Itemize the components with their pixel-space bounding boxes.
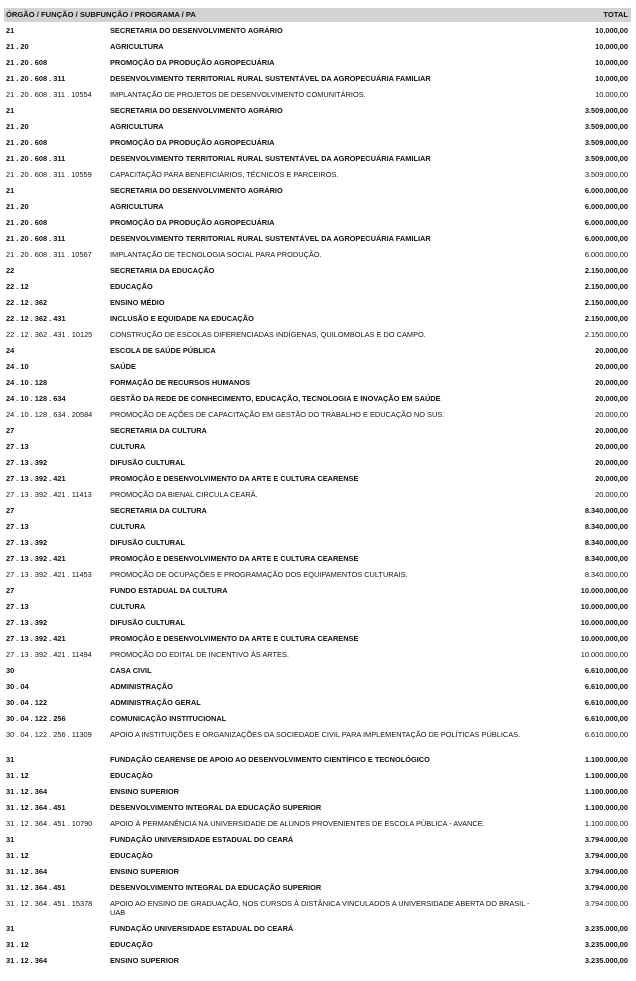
table-row [4,584,631,600]
table-row [4,504,631,520]
row-code: 27 . 13 [6,442,29,451]
row-code: 27 [6,506,15,515]
row-description: ESCOLA DE SAÚDE PÚBLICA [110,346,216,355]
table-row [4,264,631,280]
row-code: 27 [6,586,15,595]
header-code-label: ÓRGÃO / FUNÇÃO / SUBFUNÇÃO / PROGRAMA / PA [6,10,196,19]
row-code: 21 . 20 [6,202,29,211]
row-description: DIFUSÃO CULTURAL [110,458,185,467]
row-total: 1.100.000,00 [584,771,628,780]
row-description: AGRICULTURA [110,42,164,51]
table-row [4,769,631,785]
row-total: 3.509.000,00 [584,170,628,179]
table-row [4,954,631,970]
table-row [4,248,631,264]
table-row [4,520,631,536]
row-description: ENSINO SUPERIOR [110,787,179,796]
row-code: 21 . 20 . 608 . 311 . 10567 [6,250,92,259]
row-total: 10.000,00 [595,26,628,35]
row-code: 24 . 10 . 128 . 634 [6,394,66,403]
table-row [4,136,631,152]
row-description: SECRETARIA DO DESENVOLVIMENTO AGRÁRIO [110,186,283,195]
row-description: DESENVOLVIMENTO INTEGRAL DA EDUCAÇÃO SUPERIOR [110,803,322,812]
row-code: 31 [6,835,15,844]
row-code: 31 . 12 . 364 . 451 . 10790 [6,819,93,828]
table-row [4,833,631,849]
row-description: APOIO A INSTITUIÇÕES E ORGANIZAÇÕES DA SOCIEDADE CIVIL PARA IMPLEMENTAÇÃO DE POLÍTICAS PÚBLICAS. [110,730,521,739]
row-code: 31 [6,755,15,764]
row-description: INCLUSÃO E EQUIDADE NA EDUCAÇÃO [110,314,254,323]
row-code: 21 . 20 . 608 [6,218,48,227]
row-description: DESENVOLVIMENTO TERRITORIAL RURAL SUSTENTÁVEL DA AGROPECUÁRIA FAMILIAR [110,74,431,83]
table-row [4,280,631,296]
row-code: 21 [6,106,15,115]
row-description: COMUNICAÇÃO INSTITUCIONAL [110,714,227,723]
row-code: 21 . 20 . 608 [6,138,48,147]
row-description: CULTURA [110,442,146,451]
row-total: 8.340.000,00 [584,554,628,563]
table-row [4,456,631,472]
table-row [4,897,631,922]
row-code: 21 . 20 . 608 . 311 [6,154,66,163]
row-total: 20.000,00 [595,394,628,403]
row-code: 21 . 20 [6,122,29,131]
row-description: PROMOÇÃO DA PRODUÇÃO AGROPECUÁRIA [110,138,275,147]
row-total: 1.100.000,00 [584,755,628,764]
row-description: SECRETARIA DA CULTURA [110,506,207,515]
table-row [4,184,631,200]
row-code: 21 . 20 . 608 . 311 [6,74,66,83]
table-row [4,881,631,897]
row-code: 21 . 20 . 608 . 311 . 10559 [6,170,92,179]
table-row [4,408,631,424]
row-total: 20.000,00 [595,410,628,419]
row-code: 31 . 12 . 364 . 451 . 15378 [6,899,93,908]
row-code: 31 . 12 [6,851,29,860]
row-code: 21 [6,186,15,195]
table-row [4,680,631,696]
row-code: 31 . 12 . 364 . 451 [6,803,66,812]
row-total: 3.794.000,00 [584,899,628,908]
table-row [4,152,631,168]
row-description: ENSINO MÉDIO [110,298,165,307]
row-code: 24 . 10 . 128 [6,378,48,387]
row-total: 20.000,00 [595,378,628,387]
row-total: 8.340.000,00 [584,506,628,515]
row-description: SECRETARIA DA CULTURA [110,426,207,435]
row-total: 20.000,00 [595,426,628,435]
table-row [4,696,631,712]
row-total: 10.000.000,00 [580,650,628,659]
row-code: 22 . 12 [6,282,29,291]
row-total: 20.000,00 [595,458,628,467]
row-total: 8.340.000,00 [584,538,628,547]
row-description: EDUCAÇÃO [110,851,153,860]
table-row [4,200,631,216]
row-code: 22 . 12 . 362 [6,298,48,307]
row-description: PROMOÇÃO E DESENVOLVIMENTO DA ARTE E CULTURA CEARENSE [110,474,359,483]
row-code: 31 . 12 . 364 [6,956,48,965]
table-row [4,216,631,232]
table-row [4,728,631,753]
table-row [4,360,631,376]
row-total: 2.150.000,00 [584,314,628,323]
row-description: PROMOÇÃO DE OCUPAÇÕES E PROGRAMAÇÃO DOS EQUIPAMENTOS CULTURAIS. [110,570,408,579]
row-total: 2.150.000,00 [584,266,628,275]
table-row [4,232,631,248]
row-total: 1.100.000,00 [584,787,628,796]
row-code: 21 . 20 [6,42,29,51]
row-description: EDUCAÇÃO [110,282,153,291]
row-total: 6.610.000,00 [584,666,628,675]
row-total: 3.509.000,00 [584,106,628,115]
row-total: 3.794.000,00 [584,851,628,860]
row-total: 3.509.000,00 [584,138,628,147]
row-code: 27 [6,426,15,435]
row-description: GESTÃO DA REDE DE CONHECIMENTO, EDUCAÇÃO, TECNOLOGIA E INOVAÇÃO EM SAÚDE [110,394,441,403]
row-code: 27 . 13 . 392 [6,458,48,467]
table-row [4,785,631,801]
row-total: 6.000.000,00 [584,186,628,195]
row-description: IMPLANTAÇÃO DE PROJETOS DE DESENVOLVIMENTO COMUNITÁRIOS. [110,90,366,99]
row-total: 10.000,00 [595,90,628,99]
row-code: 21 . 20 . 608 . 311 . 10554 [6,90,92,99]
row-code: 27 . 13 . 392 . 421 . 11413 [6,490,92,499]
row-description: ENSINO SUPERIOR [110,867,179,876]
row-total: 10.000,00 [595,74,628,83]
row-description: FUNDAÇÃO CEARENSE DE APOIO AO DESENVOLVIMENTO CIENTÍFICO E TECNOLÓGICO [110,755,430,764]
row-description: PROMOÇÃO DA PRODUÇÃO AGROPECUÁRIA [110,58,275,67]
row-code: 21 . 20 . 608 . 311 [6,234,66,243]
row-description: EDUCAÇÃO [110,940,153,949]
row-code: 27 . 13 . 392 . 421 . 11453 [6,570,92,579]
table-row [4,488,631,504]
row-description: DIFUSÃO CULTURAL [110,538,185,547]
row-total: 3.235.000,00 [584,940,628,949]
row-code: 27 . 13 [6,522,29,531]
row-description: PROMOÇÃO DA BIENAL CIRCULA CEARÁ. [110,490,258,499]
row-total: 3.794.000,00 [584,835,628,844]
row-code: 30 [6,666,15,675]
row-total: 8.340.000,00 [584,570,628,579]
row-code: 27 . 13 . 392 . 421 [6,554,66,563]
table-row [4,632,631,648]
table-row [4,568,631,584]
row-total: 3.509.000,00 [584,122,628,131]
row-description: SECRETARIA DA EDUCAÇÃO [110,266,215,275]
row-total: 10.000.000,00 [580,586,628,595]
table-row [4,40,631,56]
row-description: SAÚDE [110,362,136,371]
budget-table [4,24,631,970]
row-description: DIFUSÃO CULTURAL [110,618,185,627]
table-row [4,376,631,392]
row-code: 24 [6,346,15,355]
row-description: FUNDO ESTADUAL DA CULTURA [110,586,228,595]
row-code: 22 . 12 . 362 . 431 . 10125 [6,330,93,339]
row-code: 22 [6,266,15,275]
table-row [4,120,631,136]
row-code: 27 . 13 . 392 [6,618,48,627]
table-row [4,753,631,769]
table-row [4,801,631,817]
row-total: 1.100.000,00 [584,803,628,812]
row-code: 31 . 12 . 364 [6,867,48,876]
row-total: 6.610.000,00 [584,730,628,739]
row-total: 3.509.000,00 [584,154,628,163]
table-row [4,24,631,40]
row-code: 27 . 13 . 392 [6,538,48,547]
row-description: PROMOÇÃO DA PRODUÇÃO AGROPECUÁRIA [110,218,275,227]
table-row [4,938,631,954]
row-description: CASA CIVIL [110,666,152,675]
row-total: 20.000,00 [595,362,628,371]
table-row [4,392,631,408]
row-code: 21 . 20 . 608 [6,58,48,67]
table-row [4,536,631,552]
row-code: 24 . 10 [6,362,29,371]
row-code: 22 . 12 . 362 . 431 [6,314,66,323]
row-total: 10.000,00 [595,58,628,67]
row-total: 2.150.000,00 [584,298,628,307]
row-description: CULTURA [110,602,146,611]
table-row [4,296,631,312]
row-code: 31 . 12 [6,940,29,949]
table-row [4,424,631,440]
table-row [4,849,631,865]
row-description: PROMOÇÃO E DESENVOLVIMENTO DA ARTE E CULTURA CEARENSE [110,634,359,643]
table-row [4,922,631,938]
table-row [4,344,631,360]
row-description: AGRICULTURA [110,122,164,131]
row-total: 6.610.000,00 [584,682,628,691]
row-code: 31 . 12 . 364 . 451 [6,883,66,892]
row-description: FUNDAÇÃO UNIVERSIDADE ESTADUAL DO CEARÁ [110,924,294,933]
row-code: 30 . 04 . 122 [6,698,48,707]
table-row [4,72,631,88]
table-row [4,472,631,488]
row-code: 21 [6,26,15,35]
table-row [4,616,631,632]
row-total: 10.000,00 [595,42,628,51]
row-description: PROMOÇÃO DE AÇÕES DE CAPACITAÇÃO EM GESTÃO DO TRABALHO E EDUCAÇÃO NO SUS. [110,410,445,419]
header-total-label: TOTAL [603,10,628,19]
row-total: 10.000.000,00 [580,634,628,643]
table-row [4,817,631,833]
row-total: 10.000.000,00 [580,618,628,627]
table-row [4,56,631,72]
row-total: 6.000.000,00 [584,250,628,259]
row-description: AGRICULTURA [110,202,164,211]
table-row [4,712,631,728]
row-total: 2.150.000,00 [584,282,628,291]
row-description: PROMOÇÃO DO EDITAL DE INCENTIVO ÀS ARTES. [110,650,289,659]
row-description: CULTURA [110,522,146,531]
row-code: 31 . 12 . 364 [6,787,48,796]
table-row [4,648,631,664]
row-total: 6.610.000,00 [584,714,628,723]
row-description: EDUCAÇÃO [110,771,153,780]
table-row [4,328,631,344]
row-code: 31 [6,924,15,933]
row-code: 30 . 04 . 122 . 256 . 11309 [6,730,92,739]
table-header [4,8,631,22]
row-description: SECRETARIA DO DESENVOLVIMENTO AGRÁRIO [110,26,283,35]
row-total: 3.794.000,00 [584,867,628,876]
table-row [4,664,631,680]
row-description: DESENVOLVIMENTO TERRITORIAL RURAL SUSTENTÁVEL DA AGROPECUÁRIA FAMILIAR [110,154,431,163]
row-total: 20.000,00 [595,442,628,451]
row-description: FORMAÇÃO DE RECURSOS HUMANOS [110,378,251,387]
row-description: ADMINISTRAÇÃO [110,682,173,691]
row-description: ADMINISTRAÇÃO GERAL [110,698,201,707]
row-total: 3.235.000,00 [584,924,628,933]
row-code: 27 . 13 [6,602,29,611]
row-total: 20.000,00 [595,346,628,355]
row-total: 3.235.000,00 [584,956,628,965]
row-total: 6.000.000,00 [584,218,628,227]
table-row [4,88,631,104]
row-description: DESENVOLVIMENTO INTEGRAL DA EDUCAÇÃO SUPERIOR [110,883,322,892]
table-row [4,440,631,456]
row-code: 30 . 04 [6,682,29,691]
row-description: IMPLANTAÇÃO DE TECNOLOGIA SOCIAL PARA PRODUÇÃO. [110,250,322,259]
table-row [4,600,631,616]
table-row [4,312,631,328]
row-total: 8.340.000,00 [584,522,628,531]
row-total: 3.794.000,00 [584,883,628,892]
row-description: FUNDAÇÃO UNIVERSIDADE ESTADUAL DO CEARÁ [110,835,294,844]
row-code: 24 . 10 . 128 . 634 . 20584 [6,410,93,419]
row-code: 31 . 12 [6,771,29,780]
row-description: PROMOÇÃO E DESENVOLVIMENTO DA ARTE E CULTURA CEARENSE [110,554,359,563]
row-total: 6.610.000,00 [584,698,628,707]
table-row [4,865,631,881]
row-description: ENSINO SUPERIOR [110,956,179,965]
row-code: 27 . 13 . 392 . 421 . 11494 [6,650,92,659]
row-total: 6.000.000,00 [584,234,628,243]
row-total: 20.000,00 [595,490,628,499]
row-total: 20.000,00 [595,474,628,483]
row-total: 2.150.000,00 [584,330,628,339]
row-description: APOIO AO ENSINO DE GRADUAÇÃO, NOS CURSOS À DISTÂNICA VINCULADOS A UNIVERSIDADE ABERTA DO BRASIL - UAB [110,899,530,917]
row-code: 27 . 13 . 392 . 421 [6,634,66,643]
row-code: 27 . 13 . 392 . 421 [6,474,66,483]
table-row [4,552,631,568]
row-total: 1.100.000,00 [584,819,628,828]
row-description: DESENVOLVIMENTO TERRITORIAL RURAL SUSTENTÁVEL DA AGROPECUÁRIA FAMILIAR [110,234,431,243]
row-total: 6.000.000,00 [584,202,628,211]
row-total: 10.000.000,00 [580,602,628,611]
table-row [4,104,631,120]
row-code: 30 . 04 . 122 . 256 [6,714,66,723]
row-description: CAPACITAÇÃO PARA BENEFICIÁRIOS, TÉCNICOS E PARCEIROS. [110,170,339,179]
row-description: CONSTRUÇÃO DE ESCOLAS DIFERENCIADAS INDÍGENAS, QUILOMBOLAS E DO CAMPO. [110,330,426,339]
row-description: APOIO À PERMANÊNCIA NA UNIVERSIDADE DE ALUNOS PROVENIENTES DE ESCOLA PÚBLICA - AVANCE. [110,819,485,828]
row-description: SECRETARIA DO DESENVOLVIMENTO AGRÁRIO [110,106,283,115]
table-row [4,168,631,184]
